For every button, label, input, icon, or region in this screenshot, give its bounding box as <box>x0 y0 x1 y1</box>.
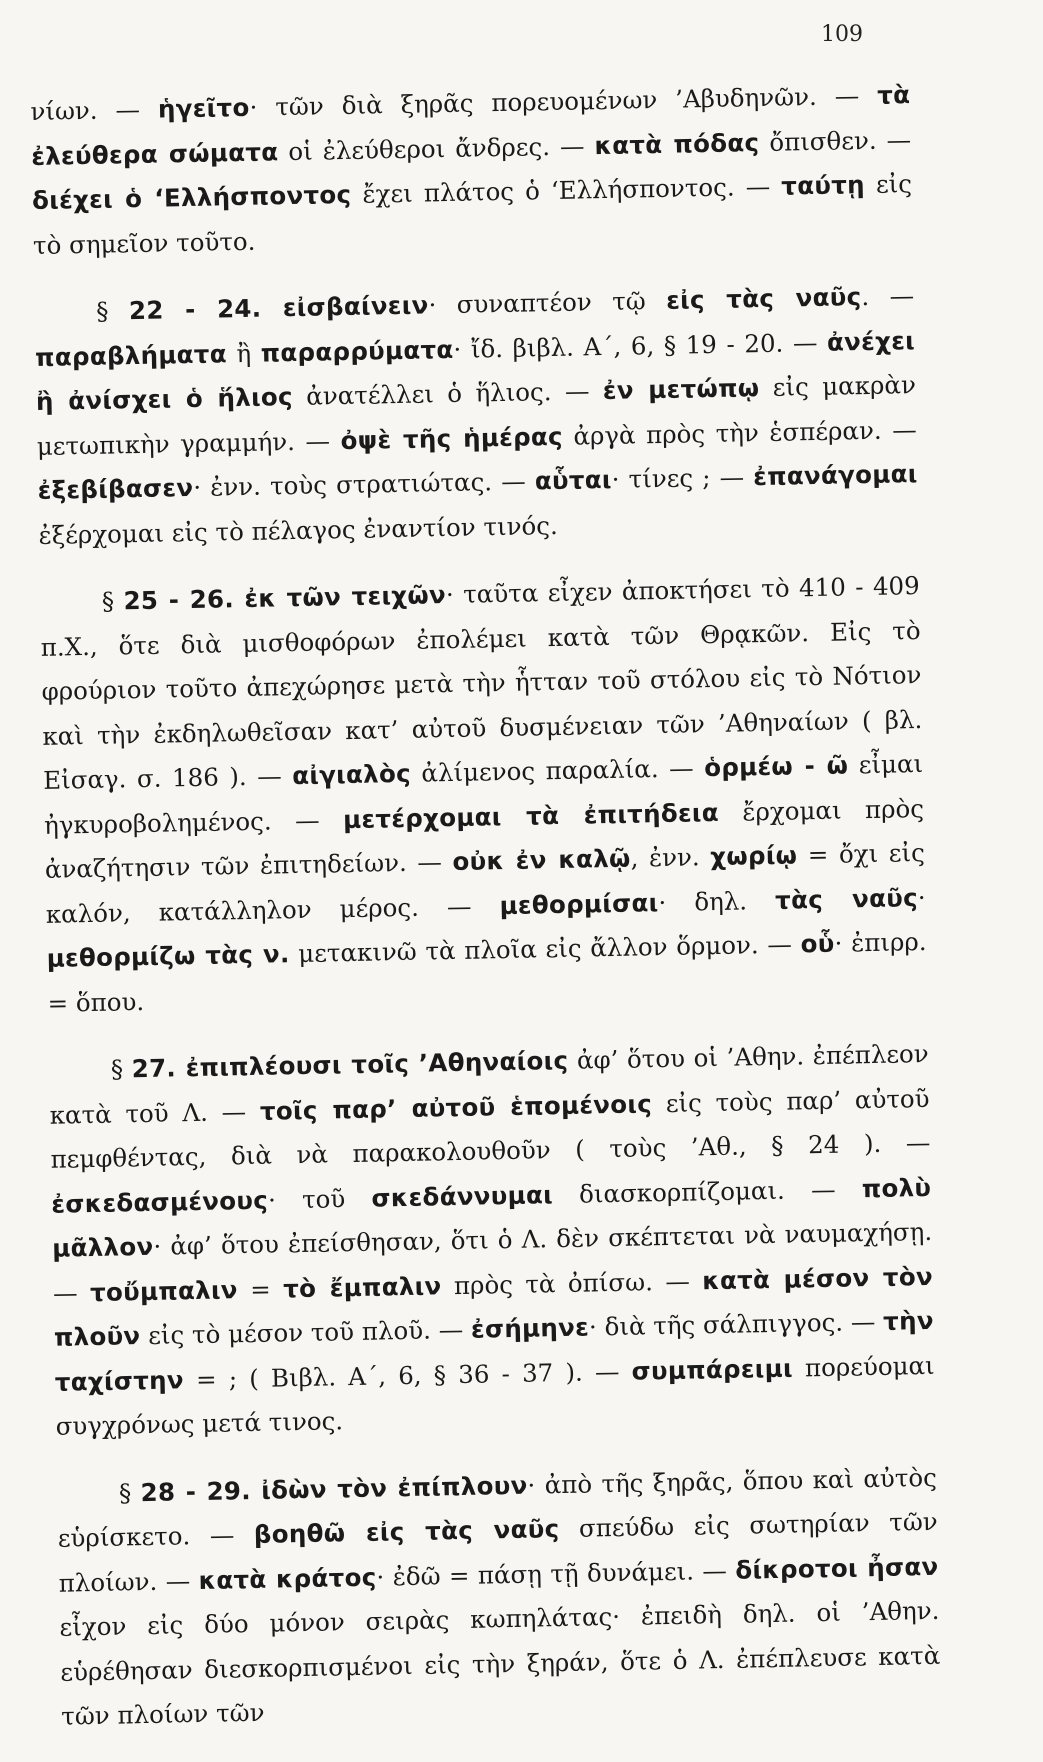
bold-term: ἐξεβίβασεν <box>37 472 194 505</box>
paragraph <box>48 1032 936 1449</box>
paragraph <box>34 274 919 558</box>
bold-term: αὗται <box>534 464 612 496</box>
gloss-text: σπεύδω εἰς σωτηρίαν τῶν πλοίων. — <box>58 1506 938 1598</box>
gloss-text: ὄπισθεν. — <box>759 124 912 157</box>
bold-term: μεθορμίζω τὰς ν. <box>46 939 290 973</box>
gloss-text: ἔρχομαι πρὸς ἀναζήτησιν τῶν ἐπιτηδείων. — <box>44 793 925 884</box>
gloss-text: · ἴδ. βιβλ. Α΄, 6, § 19 - 20. — <box>453 327 828 364</box>
page-number: 109 <box>821 22 863 47</box>
bold-term: παραβλήματα <box>34 338 228 372</box>
gloss-text: = <box>237 1273 284 1304</box>
bold-term: 27. ἐπιπλέουσι τοῖς ’Αθηναίοις <box>131 1045 569 1084</box>
bold-term: παραρρύματα <box>260 334 454 368</box>
gloss-text: § <box>95 296 130 326</box>
gloss-text: εἶμαι ἠγκυροβολημένος. — <box>43 748 924 840</box>
gloss-text: ἔχει πλάτος ὁ ‘Ελλήσποντος. — <box>351 171 782 209</box>
bold-term: βοηθῶ εἰς τὰς ναῦς <box>253 1514 560 1549</box>
gloss-text: · ἐνν. τοὺς στρατιώτας. — <box>193 466 536 502</box>
gloss-text: · τίνες ; — <box>611 462 754 494</box>
gloss-text: § <box>118 1477 141 1508</box>
bold-term: δίκροτοι ἦσαν <box>734 1551 939 1585</box>
gloss-text: εἰς τὸ μέσον τοῦ πλοῦ. — <box>140 1314 472 1351</box>
bold-term: αἰγιαλὸς <box>291 758 412 791</box>
gloss-text: , ἐνν. <box>630 842 711 873</box>
bold-term: χωρίῳ <box>709 840 798 872</box>
bold-term: ἐσήμηνε <box>470 1312 590 1344</box>
commentary-text <box>30 73 942 1762</box>
bold-term: κατὰ κράτος <box>198 1562 377 1595</box>
gloss-text: · <box>917 882 926 912</box>
gloss-text: οἱ ἐλεύθεροι ἄνδρες. — <box>278 130 595 166</box>
gloss-text: ἀλίμενος παραλία. — <box>410 753 705 788</box>
bold-term: οὗ <box>800 928 835 959</box>
gloss-text: § <box>101 586 124 616</box>
paragraph <box>57 1455 942 1739</box>
bold-term: 22 - 24. εἰσβαίνειν <box>128 290 429 326</box>
gloss-text: πρὸς τὰ ὀπίσω. — <box>441 1265 703 1300</box>
bold-term: τὰ ἐλεύθερα σώματα <box>30 80 911 171</box>
bold-term: ἡγεῖτο <box>157 92 250 124</box>
bold-term: τοὔμπαλιν <box>89 1274 239 1307</box>
gloss-text: · ἀφ’ ὅτου ἐπείσθησαν, ὅτι ὁ Λ. δὲν σκέπτεται νὰ ναυμαχήσῃ. — <box>52 1216 933 1308</box>
paragraph <box>39 564 927 1026</box>
bold-term: πολὺ μᾶλλον <box>51 1172 932 1263</box>
bold-term: τὰς ναῦς <box>774 882 919 915</box>
gloss-text: § <box>110 1054 132 1084</box>
gloss-text: · ταῦτα εἶχεν ἀποκτήσει τὸ 410 - 409 π.Χ., ὅτε διὰ μισθοφόρων ἐπολέμει κατὰ τῶν Θρᾳκῶν. Εἰς τὸ φρούριον τοῦτο ἀπεχώρησε μετὰ τὴν ἧτταν τοῦ στόλου εἰς τὸ Νότιον καὶ τὴν ἐκδηλωθεῖσαν κατ’ αὐτοῦ δυσμένειαν τῶν ’Αθηναίων ( βλ. Εἰσαγ. σ. 186 ). — <box>40 571 923 795</box>
gloss-text: νίων. — <box>30 94 159 126</box>
gloss-text: πορεύομαι συγχρόνως μετά τινος. <box>55 1350 935 1441</box>
gloss-text: ἢ <box>226 338 261 368</box>
bold-term: οὐκ ἐν καλῷ <box>452 843 631 877</box>
gloss-text: · ἐδῶ = πάσῃ τῇ δυνάμει. — <box>376 1555 736 1592</box>
bold-term: ἐν μετώπῳ <box>602 373 760 406</box>
gloss-text: εἰς μακρὰν μετωπικὴν γραμμήν. — <box>36 370 917 461</box>
gloss-text: ἀνατέλλει ὁ ἥλιος. — <box>292 376 604 412</box>
bold-term: τὴν ταχίστην <box>54 1305 935 1397</box>
gloss-text: ἐξέρχομαι εἰς τὸ πέλαγος ἐναντίον τινός. <box>38 510 558 550</box>
bold-term: ἐπανάγομαι <box>752 459 918 492</box>
gloss-text: μετακινῶ τὰ πλοῖα εἰς ἄλλον ὅρμον. — <box>289 929 801 969</box>
gloss-text: · δηλ. <box>658 885 776 917</box>
gloss-text: ἀφ’ ὅτου οἱ ’Αθην. ἐπέπλεον κατὰ τοῦ Λ. — <box>49 1038 929 1130</box>
bold-term: τοῖς παρ’ αὐτοῦ ἑπομένοις <box>259 1088 653 1126</box>
gloss-text: · συναπτέον τῷ <box>428 285 667 320</box>
bold-term: συμπάρειμι <box>631 1353 794 1386</box>
gloss-text: · τῶν διὰ ξηρᾶς πορευομένων ’Αβυδηνῶν. — <box>249 80 878 122</box>
gloss-text: = ; ( Βιβλ. Α΄, 6, § 36 - 37 ). — <box>183 1356 632 1394</box>
bold-term: τὸ ἔμπαλιν <box>282 1270 442 1303</box>
bold-term: σκεδάννυμαι <box>371 1179 554 1213</box>
bold-term: μετέρχομαι τὰ ἐπιτήδεια <box>342 797 720 834</box>
gloss-text: · ἀπὸ τῆς ξηρᾶς, ὅπου καὶ αὐτὸς εὑρίσκετο. — <box>57 1462 938 1553</box>
gloss-text: . — <box>861 281 915 312</box>
gloss-text: · τοῦ <box>267 1183 372 1215</box>
gloss-text: διασκορπίζομαι. — <box>552 1173 863 1209</box>
gloss-text: · ἐπιρρ. = ὅπου. <box>47 926 927 1018</box>
gloss-text: εἶχον εἰς δύο μόνον σειρὰς κωπηλάτας· ἐπειδὴ δηλ. οἱ ’Αθην. εὑρέθησαν διεσκορπισμένοι εἰς τὴν ξηράν, ὅτε ὁ Λ. ἐπέπλευσε κατὰ τῶν πλοίων τῶν <box>59 1595 941 1731</box>
bold-term: ἀνέχει ἢ ἀνίσχει ὁ ἥλιος <box>35 325 916 416</box>
gloss-text: εἰς τοὺς παρ’ αὐτοῦ πεμφθέντας, διὰ νὰ παρακολουθοῦν ( τοὺς ’Αθ., § 24 ). — <box>50 1083 931 1174</box>
gloss-text: = ὄχι εἰς καλόν, κατάλληλον μέρος. — <box>45 837 926 929</box>
paragraph <box>30 73 913 268</box>
bold-term: ταύτῃ <box>780 169 866 201</box>
bold-term: ὀψὲ τῆς ἡμέρας <box>340 421 564 455</box>
bold-term: ὁρμέω - ῶ <box>703 750 849 783</box>
bold-term: μεθορμίσαι <box>499 887 659 920</box>
gloss-text: · διὰ τῆς σάλπιγγος. — <box>588 1306 884 1342</box>
bold-term: 28 - 29. ἰδὼν τὸν ἐπίπλουν <box>140 1470 528 1507</box>
gloss-text: ἀργὰ πρὸς τὴν ἑσπέραν. — <box>562 414 917 451</box>
bold-term: 25 - 26. ἐκ τῶν τειχῶν <box>123 580 447 616</box>
bold-term: εἰς τὰς ναῦς <box>665 282 862 315</box>
bold-term: ἐσκεδασμένους <box>51 1185 269 1219</box>
gloss-text: εἰς τὸ σημεῖον τοῦτο. <box>32 169 913 260</box>
bold-term: διέχει ὁ ‘Ελλήσποντος <box>31 179 352 215</box>
bold-term: κατὰ πόδας <box>594 127 760 160</box>
bold-term: κατὰ μέσον τὸν πλοῦν <box>53 1261 934 1352</box>
